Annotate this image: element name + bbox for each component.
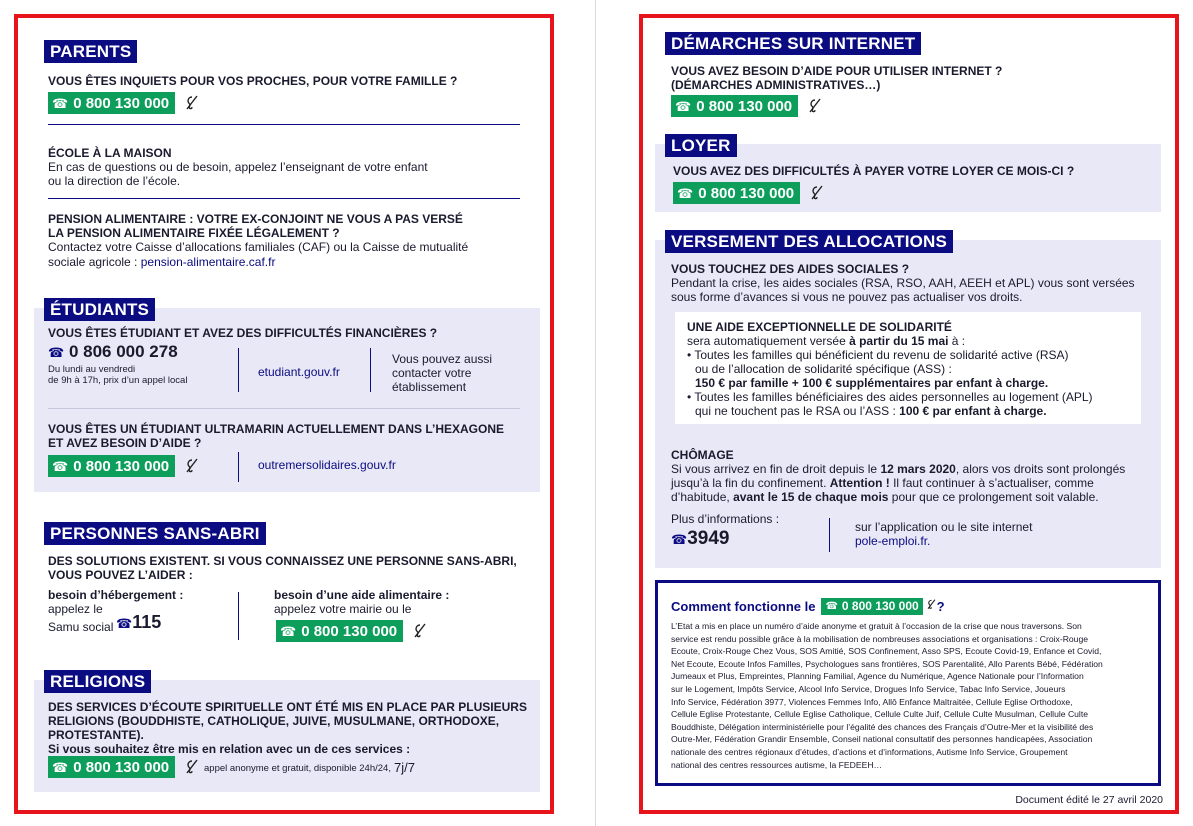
- lodging-text: appelez le: [48, 602, 103, 616]
- divider: [48, 198, 520, 199]
- solidarity-text-a: qui ne touchent pas le RSA ou l’ASS :: [695, 404, 900, 418]
- phone-icon: ☎: [52, 96, 69, 112]
- deaf-ear-icon: [412, 622, 428, 645]
- students-contact: établissement: [392, 380, 467, 394]
- how-text-line: Info Service, Fédération 3977, Violences Femmes Info, Allô Enfance Maltraitée, Cellule Eglise Orthodoxe,: [671, 696, 1073, 707]
- religions-phone-button[interactable]: ☎ 0 800 130 000: [48, 756, 175, 778]
- deaf-ear-icon: [809, 184, 825, 207]
- pension-link[interactable]: pension-alimentaire.caf.fr: [140, 255, 276, 269]
- how-title-text: Comment fonctionne le: [671, 598, 816, 614]
- phone-icon: ☎: [116, 616, 133, 631]
- school-text: En cas de questions ou de besoin, appelez l’enseignant de votre enfant: [48, 160, 428, 174]
- how-text-line: Outre-Mer, Fédération Grandir Ensemble, Conseil national consultatif des personnes handicapées, Association: [671, 734, 1093, 745]
- rent-phone-button[interactable]: ☎ 0 800 130 000: [673, 182, 800, 204]
- solidarity-text: [695, 404, 1047, 418]
- solidarity-bullet: • Toutes les familles qui bénéficient du revenu de solidarité active (RSA): [687, 348, 1069, 362]
- pension-text-prefix: sociale agricole :: [48, 255, 141, 269]
- phone-icon: ☎: [677, 186, 694, 202]
- internet-phone-button[interactable]: ☎ 0 800 130 000: [671, 95, 798, 117]
- how-text-line: service est rendu possible grâce à la mobilisation de nombreuses associations et organisations : Croix-Rouge: [671, 633, 1089, 644]
- allocations-title: VERSEMENT DES ALLOCATIONS: [665, 230, 953, 253]
- how-text-line: Cellule Eglise Protestante, Cellule Eglise Catholique, Cellule Culte Juif, Cellule Culte Musulman, Cellule Culte: [671, 709, 1089, 720]
- solidarity-text: [687, 334, 965, 348]
- students-question: VOUS ÊTES ÉTUDIANT ET AVEZ DES DIFFICULTÉS FINANCIÈRES ?: [48, 326, 438, 340]
- religions-title: RELIGIONS: [44, 670, 151, 693]
- internet-question: (DÉMARCHES ADMINISTRATIVES…): [671, 78, 881, 92]
- religions-days: 7j/7: [394, 760, 415, 775]
- deaf-ear-icon: [184, 94, 200, 117]
- religions-text: Si vous souhaitez être mis en relation avec un de ces services :: [48, 742, 411, 756]
- students-contact: contacter votre: [392, 366, 472, 380]
- parents-question: VOUS ÊTES INQUIETS POUR VOS PROCHES, POUR VOTRE FAMILLE ?: [48, 74, 458, 88]
- students-hours: de 9h à 17h, prix d’un appel local: [48, 375, 188, 386]
- pension-title: LA PENSION ALIMENTAIRE FIXÉE LÉGALEMENT ?: [48, 226, 340, 240]
- unemployment-text-a: jusqu’à la fin du confinement.: [671, 476, 830, 490]
- how-phone-button[interactable]: ☎ 0 800 130 000: [821, 598, 922, 615]
- page-fold: [595, 0, 596, 826]
- allocations-question: VOUS TOUCHEZ DES AIDES SOCIALES ?: [671, 262, 910, 276]
- solidarity-title: UNE AIDE EXCEPTIONNELLE DE SOLIDARITÉ: [687, 320, 952, 334]
- unemployment-text-c: Il faut continuer à s’actualiser, comme: [889, 476, 1094, 490]
- homeless-question: DES SOLUTIONS EXISTENT. SI VOUS CONNAISSEZ UNE PERSONNE SANS-ABRI,: [48, 554, 517, 568]
- unemployment-warning: Attention !: [829, 476, 890, 490]
- divider: [48, 408, 520, 409]
- pension-title: PENSION ALIMENTAIRE : VOTRE EX-CONJOINT NE VOUS A PAS VERSÉ: [48, 212, 463, 226]
- unemployment-date: 12 mars 2020: [880, 462, 956, 476]
- food-text: appelez votre mairie ou le: [274, 602, 412, 616]
- unemployment-text-c: pour que ce prolongement soit valable.: [888, 490, 1099, 504]
- deaf-ear-icon: [184, 758, 200, 781]
- deaf-ear-icon: [926, 598, 937, 615]
- students-title: ÉTUDIANTS: [44, 298, 155, 321]
- students-phone-button[interactable]: ☎ 0 800 130 000: [48, 455, 175, 477]
- students-question-2: ET AVEZ BESOIN D’AIDE ?: [48, 436, 202, 450]
- students-contact: Vous pouvez aussi: [392, 352, 493, 366]
- students-hours: Du lundi au vendredi: [48, 364, 136, 375]
- students-link[interactable]: etudiant.gouv.fr: [258, 365, 340, 379]
- how-title-question-mark: ?: [936, 598, 945, 614]
- rent-title: LOYER: [665, 134, 737, 157]
- how-it-works-text: [671, 620, 1151, 771]
- allocations-text: Pendant la crise, les aides sociales (RSA, RSO, AAH, AEEH et APL) vous sont versées: [671, 276, 1135, 290]
- deaf-ear-icon: [807, 97, 823, 120]
- how-text-line: Net Ecoute, Ecoute Infos Familles, Psychologues sans frontières, SOS Parentalité, Allo Parents Bébé, Fédération: [671, 658, 1103, 669]
- parents-phone-button[interactable]: ☎ 0 800 130 000: [48, 92, 175, 114]
- homeless-title: PERSONNES SANS-ABRI: [44, 522, 266, 545]
- divider: [829, 518, 830, 552]
- samu-number[interactable]: ☎115: [116, 612, 162, 632]
- more-info-label: Plus d’informations :: [671, 512, 780, 526]
- lodging-title: besoin d’hébergement :: [48, 588, 184, 602]
- pole-emploi-link[interactable]: pole-emploi.fr.: [855, 534, 931, 548]
- how-text-line: nationale des centres régionaux d’études, d’actions et d’informations, Autisme Info Service, Groupement: [671, 746, 1068, 757]
- allocations-text: sous forme d’avances si vous ne pouvez pas actualiser vos droits.: [671, 290, 1023, 304]
- unemployment-text-a: d’habitude,: [671, 490, 734, 504]
- religions-text: RELIGIONS (BOUDDHISTE, CATHOLIQUE, JUIVE, MUSULMANE, ORTHODOXE,: [48, 714, 500, 728]
- footer-date: Document édité le 27 avril 2020: [1015, 794, 1163, 806]
- internet-question: VOUS AVEZ BESOIN D’AIDE POUR UTILISER INTERNET ?: [671, 64, 1003, 78]
- internet-title: DÉMARCHES SUR INTERNET: [665, 32, 921, 55]
- how-it-works-title: [671, 598, 945, 615]
- outremer-link[interactable]: outremersolidaires.gouv.fr: [258, 458, 396, 472]
- solidarity-amount: 100 € par enfant à charge.: [899, 404, 1047, 418]
- phone-icon: ☎: [48, 345, 65, 360]
- homeless-question: VOUS POUVEZ L’AIDER :: [48, 568, 193, 582]
- solidarity-text: ou de l’allocation de solidarité spécifique (ASS) :: [695, 362, 952, 376]
- solidarity-text-c: à :: [948, 334, 966, 348]
- unemployment-text-c: , alors vos droits sont prolongés: [955, 462, 1126, 476]
- solidarity-date: à partir du 15 mai: [849, 334, 949, 348]
- pole-emploi-number[interactable]: ☎3949: [671, 528, 730, 549]
- how-text-line: sur le Logement, Impôts Service, Alcool Info Service, Drogues Info Service, Tabac Info Service, Joueurs: [671, 683, 1066, 694]
- students-question-2: VOUS ÊTES UN ÉTUDIANT ULTRAMARIN ACTUELLEMENT DANS L’HEXAGONE: [48, 422, 505, 436]
- how-text-line: Bouddhiste, Délégation interministérielle pour l’égalité des chances des Français d’Outre-Mer et la visibilité des: [671, 721, 1094, 732]
- app-text: sur l’application ou le site internet: [855, 520, 1033, 534]
- divider: [238, 452, 239, 482]
- divider: [238, 592, 239, 640]
- rent-question: VOUS AVEZ DES DIFFICULTÉS À PAYER VOTRE LOYER CE MOIS-CI ?: [673, 164, 1075, 178]
- left-page: [14, 14, 554, 814]
- unemployment-text-a: Si vous arrivez en fin de droit depuis le: [671, 462, 881, 476]
- students-phone-number[interactable]: ☎ 0 806 000 278: [48, 342, 178, 361]
- unemployment-title: CHÔMAGE: [671, 448, 734, 462]
- divider: [48, 124, 520, 125]
- divider: [370, 348, 371, 392]
- school-text: ou la direction de l’école.: [48, 174, 181, 188]
- solidarity-amount: 150 € par famille + 100 € supplémentaires par enfant à charge.: [695, 376, 1049, 390]
- phone-icon: ☎: [671, 532, 688, 547]
- how-text-line: national des centres ressources autisme, la FEDEEH…: [671, 759, 883, 770]
- solidarity-bullet: • Toutes les familles bénéficiaires des aides personnelles au logement (APL): [687, 390, 1093, 404]
- phone-icon: ☎: [52, 459, 69, 475]
- how-text-line: Jumeaux et Plus, Empreintes, Planning Familial, Agence du Numérique, Agence Nationale pour l’Information: [671, 671, 1084, 682]
- deaf-ear-icon: [184, 457, 200, 480]
- religions-text: DES SERVICES D’ÉCOUTE SPIRITUELLE ONT ÉTÉ MIS EN PLACE PAR PLUSIEURS: [48, 700, 527, 714]
- unemployment-deadline: avant le 15 de chaque mois: [733, 490, 889, 504]
- samu-label: Samu social: [48, 620, 114, 634]
- food-title: besoin d’une aide alimentaire :: [274, 588, 450, 602]
- phone-icon: ☎: [675, 99, 692, 115]
- unemployment-text: [671, 490, 1099, 504]
- unemployment-text: [671, 462, 1125, 476]
- right-page: [639, 14, 1179, 814]
- religions-note: appel anonyme et gratuit, disponible 24h/24,: [204, 763, 391, 774]
- pension-text: Contactez votre Caisse d’allocations familiales (CAF) ou la Caisse de mutualité: [48, 240, 469, 254]
- how-text-line: L’Etat a mis en place un numéro d’aide anonyme et gratuit à l’occasion de la crise que nous traversons. Son: [671, 621, 1082, 631]
- how-text-line: Ecoute, Croix-Rouge Chez Vous, SOS Amitié, SOS Confinement, Asso SPS, Ecoute Covid-19, Enfance et Covid,: [671, 646, 1102, 657]
- homeless-phone-button[interactable]: ☎ 0 800 130 000: [276, 620, 403, 642]
- unemployment-text: [671, 476, 1094, 490]
- phone-icon: ☎: [280, 624, 297, 640]
- school-title: ÉCOLE À LA MAISON: [48, 146, 172, 160]
- pension-text: [48, 255, 275, 269]
- religions-text: PROTESTANTE).: [48, 728, 144, 742]
- phone-icon: ☎: [52, 760, 69, 776]
- parents-title: PARENTS: [44, 40, 137, 63]
- solidarity-text-a: sera automatiquement versée: [687, 334, 850, 348]
- phone-icon: ☎: [825, 600, 838, 612]
- divider: [238, 348, 239, 392]
